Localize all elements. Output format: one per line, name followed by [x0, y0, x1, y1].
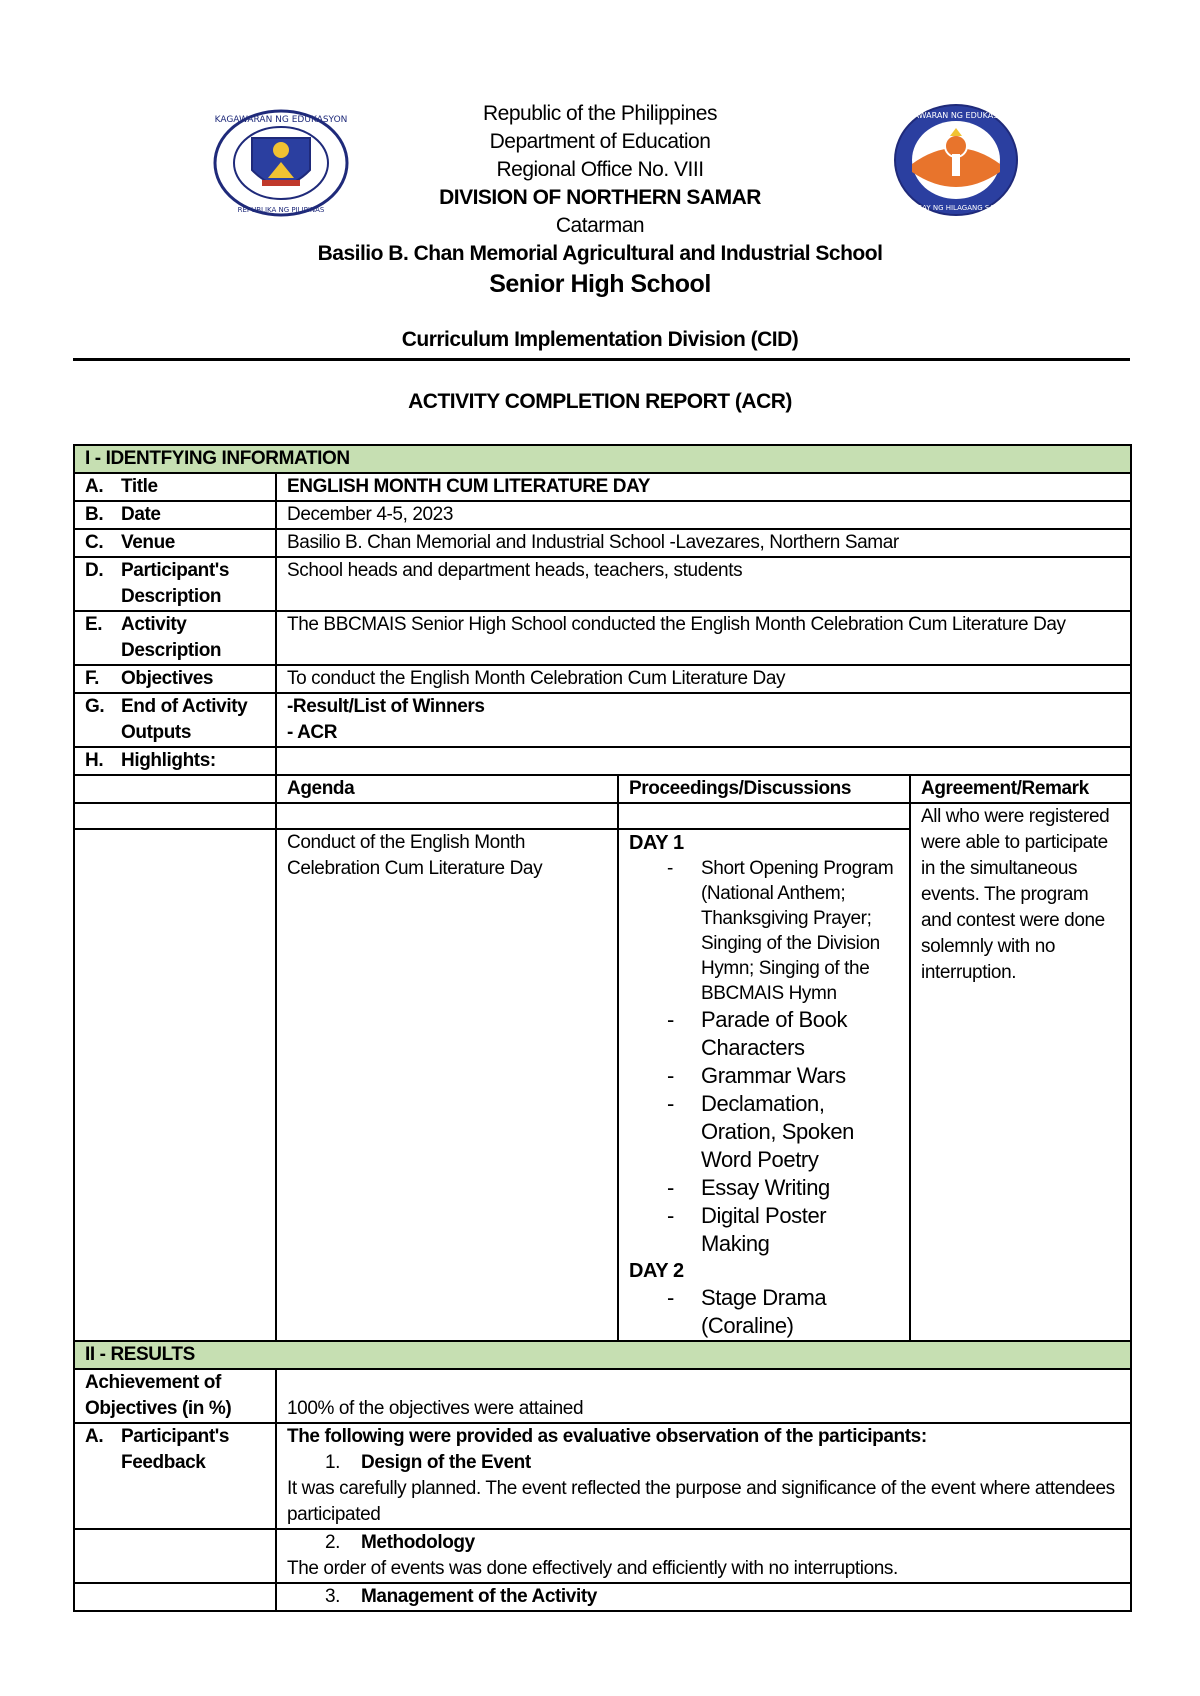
- row-highlights-columns: [74, 775, 1131, 803]
- row-management: [74, 1583, 1131, 1611]
- agenda-header: Agenda: [276, 775, 618, 803]
- proceedings-header: Proceedings/Discussions: [618, 775, 910, 803]
- row-spacer: [74, 803, 1131, 829]
- feedback-item-text: It was carefully planned. The event reflected the purpose and significance of the event where attendees participated: [287, 1478, 1115, 1525]
- list-item: - Digital Poster Making: [667, 1202, 899, 1258]
- feedback-label: A. Participant's Feedback: [74, 1423, 276, 1529]
- list-item: - Parade of Book Characters: [667, 1006, 899, 1062]
- list-item: - Essay Writing: [667, 1174, 899, 1202]
- feedback-item-text: The order of events was done effectively and efficiently with no interruptions.: [287, 1558, 898, 1579]
- outputs-label: G. End of Activity Outputs: [74, 693, 276, 747]
- report-title: ACTIVITY COMPLETION REPORT (ACR): [408, 390, 792, 413]
- blank-cell: [74, 775, 276, 803]
- svg-text:KAGAWARAN NG EDUKASYON: KAGAWARAN NG EDUKASYON: [214, 115, 348, 125]
- list-item: - Short Opening Program (National Anthem; Thanksgiving Prayer; Singing of the Division Hymn; Singing of the BBCMAIS Hymn: [667, 856, 899, 1006]
- row-outputs: [74, 693, 1131, 747]
- date-label: B. Date: [74, 501, 276, 529]
- department-line: Department of Education: [489, 130, 711, 153]
- acr-table: [73, 444, 1132, 1612]
- header-rule: [73, 358, 1130, 361]
- highlights-label: H. Highlights:: [74, 747, 276, 775]
- row-highlights: [74, 747, 1131, 775]
- activity-label: E. Activity Description: [74, 611, 276, 665]
- proceedings-list: [618, 829, 910, 1341]
- row-achievement: [74, 1369, 1131, 1423]
- feedback-item-title: 1. Design of the Event: [325, 1452, 531, 1473]
- svg-text:KAGAWARAN NG EDUKASYON: KAGAWARAN NG EDUKASYON: [896, 111, 1016, 120]
- participants-value: School heads and department heads, teachers, students: [276, 557, 1131, 611]
- row-title: [74, 473, 1131, 501]
- management-value: [276, 1583, 1131, 1611]
- highlights-value: [276, 747, 1131, 775]
- activity-value: The BBCMAIS Senior High School conducted the English Month Celebration Cum Literature Day: [276, 611, 1131, 665]
- remark-header: Agreement/Remark: [910, 775, 1131, 803]
- list-item: - Grammar Wars: [667, 1062, 899, 1090]
- svg-text:REPUBLIKA NG PILIPINAS: REPUBLIKA NG PILIPINAS: [237, 206, 325, 214]
- section-heading: II - RESULTS: [74, 1341, 1131, 1369]
- row-methodology: [74, 1529, 1131, 1583]
- section-heading: I - IDENTFYING INFORMATION: [74, 445, 1131, 473]
- objectives-value: To conduct the English Month Celebration Cum Literature Day: [276, 665, 1131, 693]
- section-identifying: [74, 445, 1131, 473]
- feedback-value: [276, 1423, 1131, 1529]
- row-objectives: [74, 665, 1131, 693]
- svg-text:SANGAY NG HILAGANG SAMAR: SANGAY NG HILAGANG SAMAR: [902, 204, 1010, 212]
- feedback-intro: The following were provided as evaluative observation of the participants:: [287, 1426, 927, 1447]
- day2-label: DAY 2: [629, 1260, 684, 1282]
- city-line: Catarman: [555, 214, 645, 237]
- cid-heading: Curriculum Implementation Division (CID): [401, 328, 799, 351]
- row-feedback: [74, 1423, 1131, 1529]
- day1-label: DAY 1: [629, 832, 684, 854]
- feedback-item-title: 3. Management of the Activity: [325, 1586, 597, 1607]
- venue-value: Basilio B. Chan Memorial and Industrial School -Lavezares, Northern Samar: [276, 529, 1131, 557]
- agenda-text: Conduct of the English Month Celebration Cum Literature Day: [276, 829, 618, 1341]
- list-item: - Stage Drama (Coraline): [667, 1284, 899, 1340]
- participants-label: D. Participant's Description: [74, 557, 276, 611]
- achievement-value: 100% of the objectives were attained: [276, 1369, 1131, 1423]
- title-value: ENGLISH MONTH CUM LITERATURE DAY: [276, 473, 1131, 501]
- date-value: December 4-5, 2023: [276, 501, 1131, 529]
- row-date: [74, 501, 1131, 529]
- country-line: Republic of the Philippines: [483, 102, 717, 125]
- remark-text: All who were registered were able to participate in the simultaneous events. The program and contest were done solemnly with no interruption.: [910, 803, 1131, 1341]
- row-activity: [74, 611, 1131, 665]
- region-line: Regional Office No. VIII: [496, 158, 704, 181]
- feedback-item-title: 2. Methodology: [325, 1532, 475, 1553]
- list-item: - Declamation, Oration, Spoken Word Poetry: [667, 1090, 899, 1174]
- section-results: [74, 1341, 1131, 1369]
- title-label: A. Title: [74, 473, 276, 501]
- methodology-value: [276, 1529, 1131, 1583]
- letterhead: [0, 100, 1200, 300]
- venue-label: C. Venue: [74, 529, 276, 557]
- row-participants: [74, 557, 1131, 611]
- school-level: Senior High School: [489, 270, 711, 298]
- division-line: DIVISION OF NORTHERN SAMAR: [439, 186, 761, 209]
- objectives-label: F. Objectives: [74, 665, 276, 693]
- school-name: Basilio B. Chan Memorial Agricultural and Industrial School: [317, 242, 883, 265]
- row-venue: [74, 529, 1131, 557]
- outputs-value: -Result/List of Winners - ACR: [276, 693, 1131, 747]
- achievement-label: Achievement of Objectives (in %): [74, 1369, 276, 1423]
